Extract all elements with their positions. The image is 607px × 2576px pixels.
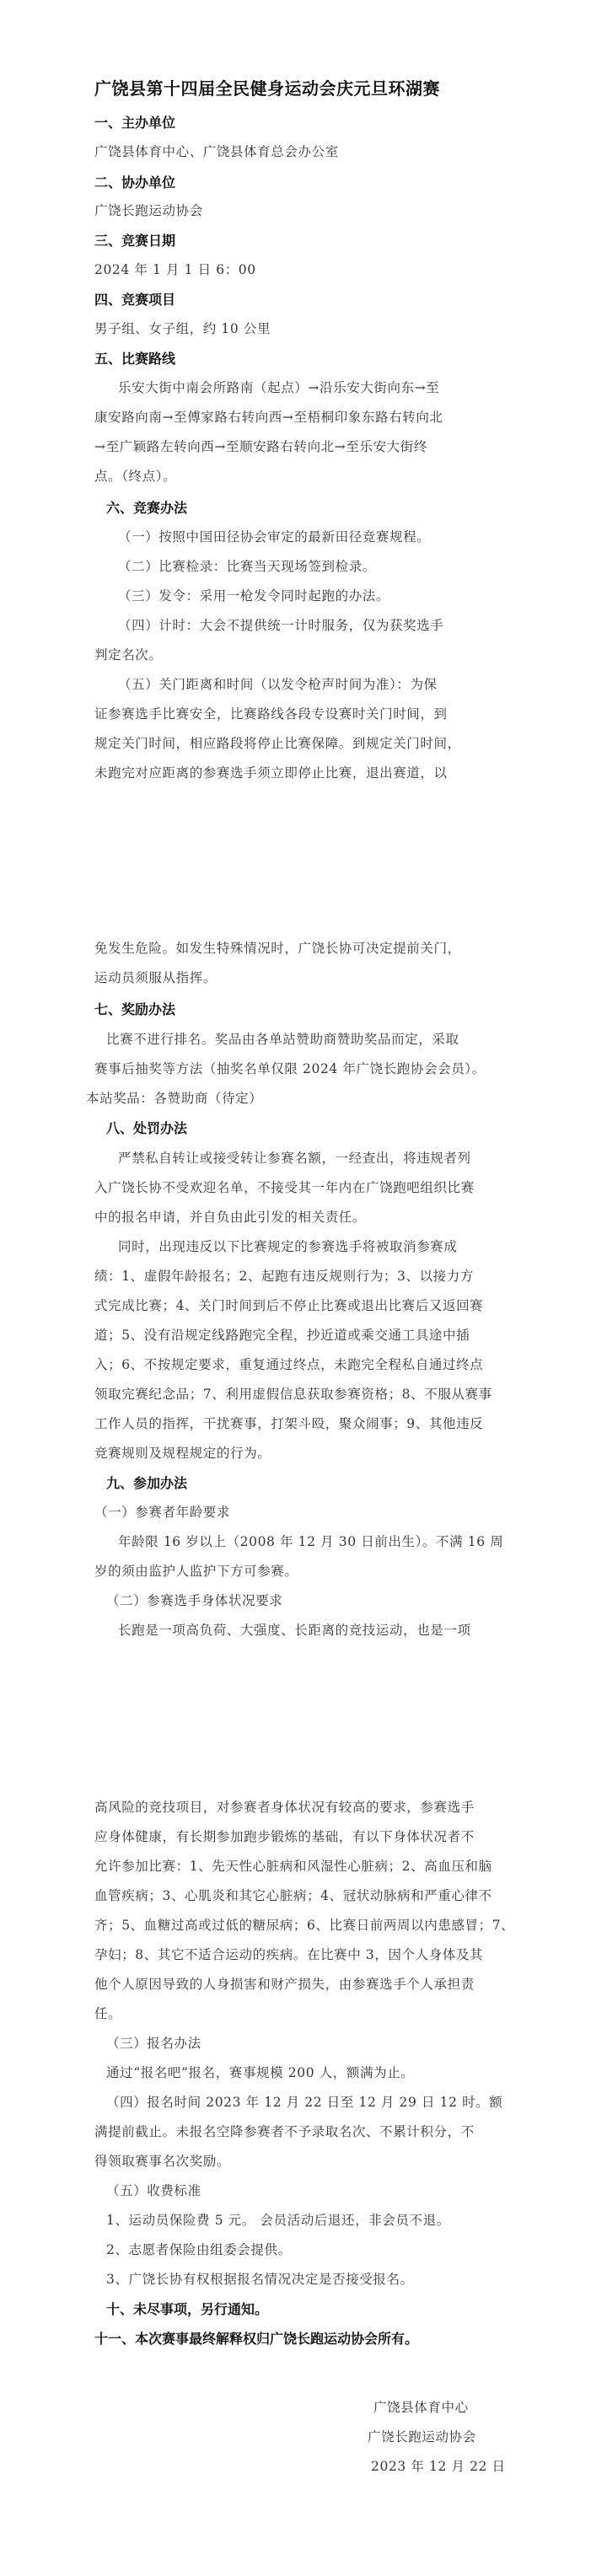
paragraph-line: （三）报名办法 [106, 2036, 201, 2051]
paragraph-line: 工作人员的指挥，干扰赛事，打架斗殴，聚众闹事；9、其他违反 [94, 1416, 484, 1431]
paragraph-line: 应身体健康，有长期参加跑步锻炼的基础，有以下身体状况者不 [94, 1829, 475, 1844]
paragraph-line: 齐；5、血糖过高或过低的糖尿病；6、比赛日前两周以内患感冒；7、 [94, 1918, 515, 1933]
paragraph-line: 血管疾病；3、心肌炎和其它心脏病；4、冠状动脉病和严重心律不 [94, 1888, 492, 1903]
section-heading: 三、竞赛日期 [94, 233, 176, 249]
paragraph-line: 比赛不进行排名。奖品由各单站赞助商赞助奖品而定，采取 [106, 1032, 459, 1047]
section-heading: 六、竞赛办法 [106, 500, 188, 516]
paragraph-line: →至广颖路左转向西→至顺安路右转向北→至乐安大街终 [94, 439, 427, 454]
signature-org: 广饶长跑运动协会 [368, 2429, 476, 2445]
paragraph-line: 领取完赛纪念品；7、利用虚假信息获取参赛资格；8、不服从赛事 [94, 1387, 492, 1402]
paragraph-line: 式完成比赛；4、关门时间到后不停止比赛或退出比赛后又返回赛 [94, 1298, 484, 1313]
section-heading: 九、参加办法 [106, 1475, 188, 1491]
paragraph-line: 得领取赛事名次奖励。 [94, 2154, 231, 2169]
paragraph-line: 中的报名申请，并自负由此引发的相关责任。 [94, 1210, 367, 1225]
paragraph-line: 证参赛选手比赛安全，比赛路线各段专设赛时关门时间，到 [94, 706, 448, 722]
section-heading: 十、未尽事项，另行通知。 [106, 2301, 269, 2317]
paragraph-line: 男子组、女子组，约 10 公里 [94, 321, 271, 336]
paragraph-line: （四）报名时间 2023 年 12 月 22 日至 12 月 29 日 12 时。额 [106, 2095, 503, 2110]
paragraph-line: 通过“报名吧”报名，赛事规模 200 人，额满为止。 [106, 2065, 415, 2080]
paragraph-line: 免发生危险。如发生特殊情况时，广饶长协可决定提前关门， [94, 941, 461, 956]
paragraph-line: 运动员须服从指挥。 [94, 970, 217, 985]
paragraph-line: 2024 年 1 月 1 日 6：00 [94, 262, 256, 277]
paragraph-line: （五）关门距离和时间（以发令枪声时间为准）：为保 [118, 677, 438, 692]
paragraph-line: （二）参赛选手身体状况要求 [106, 1593, 283, 1608]
paragraph-line: 未跑完对应距离的参赛选手须立即停止比赛，退出赛道，以 [94, 765, 448, 781]
paragraph-line: 同时，出现违反以下比赛规定的参赛选手将被取消参赛成 [118, 1239, 458, 1254]
paragraph-line: 乐安大街中南会所路南（起点）→沿乐安大街向东→至 [118, 380, 440, 395]
paragraph-line: 赛事后抽奖等方法（抽奖名单仅限 2024 年广饶长跑协会会员）。 [94, 1061, 486, 1076]
paragraph-line: （二）比赛检录：比赛当天现场签到检录。 [118, 559, 376, 574]
paragraph-line: 任。 [94, 2006, 122, 2021]
paragraph-line: 广饶长跑运动协会 [94, 203, 203, 218]
paragraph-line: 他个人原因导致的人身损害和财产损失，由参赛选手个人承担责 [94, 1977, 475, 1992]
paragraph-line: 绩：1、虚假年龄报名；2、起跑有违反规则行为；3、以接力方 [94, 1269, 474, 1284]
paragraph-line: 严禁私自转让或接受转让参赛名额，一经查出，将违规者列 [118, 1151, 471, 1166]
paragraph-line: 2、志愿者保险由组委会提供。 [106, 2242, 292, 2257]
signature-date: 2023 年 12 月 22 日 [371, 2459, 506, 2474]
section-heading: 八、处罚办法 [106, 1120, 188, 1136]
paragraph-line: 孕妇；8、其它不适合运动的疾病。在比赛中 3，因个人身体及其 [94, 1947, 484, 1962]
paragraph-line: 入；6、不按规定要求，重复通过终点，未跑完全程私自通过终点 [94, 1357, 484, 1372]
paragraph-line: 长跑是一项高负荷、大强度、长距离的竞技运动，也是一项 [118, 1623, 471, 1638]
paragraph-line: 岁的须由监护人监护下方可参赛。 [94, 1564, 298, 1579]
section-heading: 四、竞赛项目 [94, 292, 176, 308]
section-heading: 七、奖励办法 [94, 1001, 176, 1017]
paragraph-line: 规定关门时间，相应路段将停止比赛保障。到规定关门时间， [94, 736, 461, 751]
paragraph-line: 点。（终点）。 [94, 469, 177, 484]
paragraph-line: （三）发令：采用一枪发令同时起跑的办法。 [118, 588, 390, 604]
paragraph-line: 道；5、没有沿规定线路跑完全程，抄近道或乘交通工具途中插 [94, 1328, 470, 1343]
signature-org: 广饶县体育中心 [373, 2400, 469, 2415]
paragraph-line: 1、运动员保险费 5 元。 会员活动后退还，非会员不退。 [106, 2213, 450, 2228]
paragraph-line: （五）收费标准 [106, 2183, 201, 2198]
section-heading: 五、比赛路线 [94, 351, 176, 367]
paragraph-line: 满提前截止。未报名空降参赛者不予录取名次、不累计积分，不 [94, 2124, 475, 2139]
section-heading: 二、协办单位 [94, 174, 176, 191]
paragraph-line: 判定名次。 [94, 647, 163, 663]
paragraph-line: 允许参加比赛：1、先天性心脏病和风湿性心脏病；2、高血压和脑 [94, 1859, 492, 1874]
paragraph-line: 本站奖品：各赞助商（待定） [86, 1091, 263, 1106]
paragraph-line: 年龄限 16 岁以上（2008 年 12 月 30 日前出生）。不满 16 周 [118, 1534, 504, 1549]
paragraph-line: 广饶县体育中心、广饶县体育总会办公室 [94, 144, 339, 159]
document-title: 广饶县第十四届全民健身运动会庆元旦环湖赛 [94, 78, 440, 99]
paragraph-line: 高风险的竞技项目，对参赛者身体状况有较高的要求，参赛选手 [94, 1800, 475, 1815]
section-heading: 一、主办单位 [94, 115, 176, 131]
paragraph-line: （四）计时：大会不提供统一计时服务，仅为获奖选手 [118, 618, 444, 633]
paragraph-line: 3、广饶长协有权根据报名情况决定是否接受报名。 [106, 2272, 414, 2287]
paragraph-line: 竞赛规则及规程规定的行为。 [94, 1446, 271, 1461]
paragraph-line: （一）参赛者年龄要求 [94, 1505, 231, 1520]
section-heading: 十一、本次赛事最终解释权归广饶长跑运动协会所有。 [94, 2331, 419, 2347]
paragraph-line: 康安路向南→至傅家路右转向西→至梧桐印象东路右转向北 [94, 410, 443, 425]
paragraph-line: 入广饶长协不受欢迎名单，不接受其一年内在广饶跑吧组织比赛 [94, 1180, 475, 1195]
paragraph-line: （一）按照中国田径协会审定的最新田径竞赛规程。 [118, 529, 431, 545]
